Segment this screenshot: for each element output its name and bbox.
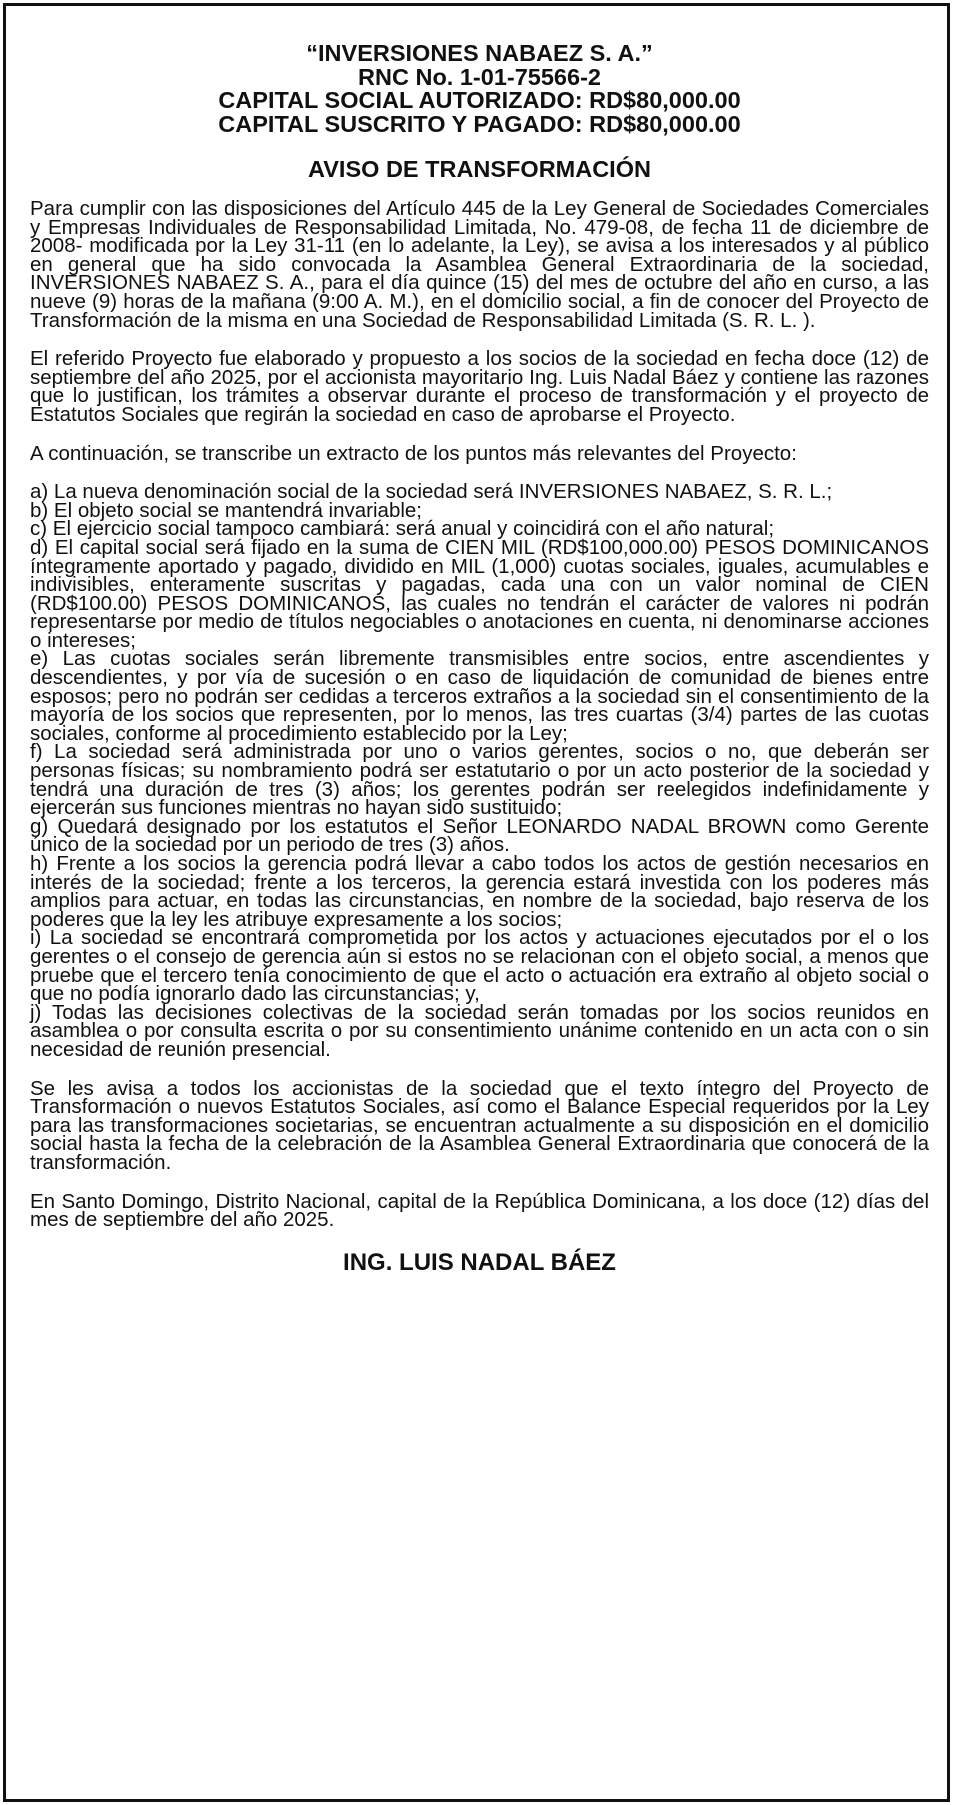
- list-item: c) El ejercicio social tampoco cambiará: será anual y coincidirá con el año natural;: [30, 517, 775, 541]
- paragraph-project: El referido Proyecto fue elaborado y propuesto a los socios de la sociedad en fecha doce (12) de septiembre del año 2025, por el accionista mayoritario Ing. Luis Nadal Báez y contiene las razones que lo justifican, los trámites a observar durante el proceso de transformación y el proyecto de Estatutos Sociales que regirán la sociedad en caso de aprobarse el Proyecto.: [30, 347, 929, 426]
- list-item: i) La sociedad se encontrará comprometida por los actos y actuaciones ejecutados por el o los gerentes o el consejo de gerencia aún si estos no se relacionan con el objeto social, a menos que pruebe que el tercero tenía conocimiento de que el acto o actuación era extraño al objeto social o que no podía ignorarlo dado las circunstancias; y,: [30, 926, 929, 1006]
- paragraph-extract-intro: A continuación, se transcribe un extracto de los puntos más relevantes del Proyecto:: [30, 441, 797, 465]
- extract-list: [30, 480, 929, 1061]
- list-item: e) Las cuotas sociales serán libremente transmisibles entre socios, entre ascendientes y descendientes, y por vía de sucesión o en caso de liquidación de comunidad de bienes entre esposos; pero no podrán ser cedidas a terceros extraños a la sociedad sin el consentimiento de la mayoría de los socios que representen, por lo menos, las tres cuartas (3/4) partes de las cuotas sociales, conforme al procedimiento establecido por la Ley;: [30, 647, 929, 745]
- notice-body: [30, 197, 929, 1232]
- rnc-number: RNC No. 1-01-75566-2: [358, 63, 601, 90]
- company-name: “INVERSIONES NABAEZ S. A.”: [306, 40, 653, 66]
- signature-name: ING. LUIS NADAL BÁEZ: [343, 1248, 616, 1276]
- list-item: f) La sociedad será administrada por uno o varios gerentes, socios o no, que deberán ser personas físicas; su nombramiento podrá ser estatutario o por un acto posterior de la sociedad y tendrá una duración de tres (3) años; los gerentes podrán ser reelegidos indefinidamente y ejercerán sus funciones mientras no hayan sido sustituido;: [30, 740, 929, 820]
- paragraph-place-date: En Santo Domingo, Distrito Nacional, capital de la República Dominicana, a los doce (12) días del mes de septiembre del año 2025.: [30, 1189, 929, 1232]
- list-item: g) Quedará designado por los estatutos el Señor LEONARDO NADAL BROWN como Gerente único de la sociedad por un periodo de tres (3) años.: [30, 814, 929, 857]
- capital-paid: CAPITAL SUSCRITO Y PAGADO: RD$80,000.00: [218, 110, 741, 137]
- list-item: h) Frente a los socios la gerencia podrá llevar a cabo todos los actos de gestión necesarios en interés de la sociedad; frente a los terceros, la gerencia estará investida con los poderes más amplios para actuar, en todas las circunstancias, en nombre de la sociedad, bajo reserva de los poderes que la ley les atribuye expresamente a los socios;: [30, 852, 929, 931]
- list-item: j) Todas las decisiones colectivas de la sociedad serán tomadas por los socios reunidos en asamblea o por consulta escrita o por su consentimiento unánime contenido en un acta con o sin necesidad de reunión presencial.: [30, 1000, 929, 1061]
- notice-frame: [3, 3, 950, 1802]
- list-item: a) La nueva denominación social de la sociedad será INVERSIONES NABAEZ, S. R. L.;: [30, 480, 833, 504]
- paragraph-availability: Se les avisa a todos los accionistas de la sociedad que el texto íntegro del Proyecto de Transformación o nuevos Estatutos Sociales, así como el Balance Especial requeridos por la Ley para las transformaciones societarias, se encuentran actualmente a su disposición en el domicilio social hasta la fecha de la celebración de la Asamblea General Extraordinaria que conocerá de la transformación.: [30, 1076, 929, 1174]
- notice-content: [30, 42, 929, 1276]
- list-item: d) El capital social será fijado en la suma de CIEN MIL (RD$100,000.00) PESOS DOMINICANOS íntegramente aportado y pagado, dividido en MIL (1,000) cuotas sociales, iguales, acumulables e indivisibles, enteramente suscritas y pagadas, cada una con un valor nominal de CIEN (RD$100.00) PESOS DOMINICANOS, las cuales no tendrán el carácter de valores ni podrán representarse por medio de títulos negociables o anotaciones en cuenta, ni denominarse acciones o intereses;: [30, 535, 929, 652]
- paragraph-convocation: Para cumplir con las disposiciones del Artículo 445 de la Ley General de Sociedades Comerciales y Empresas Individuales de Responsabilidad Limitada, No. 479-08, de fecha 11 de diciembre de 2008- modificada por la Ley 31-11 (en lo adelante, la Ley), se avisa a los interesados y al público en general que ha sido convocada la Asamblea General Extraordinaria de la sociedad, INVERSIONES NABAEZ S. A., para el día quince (15) del mes de octubre del año en curso, a las nueve (9) horas de la mañana (9:00 A. M.), en el domicilio social, a fin de conocer del Proyecto de Transformación de la misma en una Sociedad de Responsabilidad Limitada (S. R. L. ).: [30, 197, 929, 332]
- capital-authorized: CAPITAL SOCIAL AUTORIZADO: RD$80,000.00: [218, 87, 741, 113]
- list-item: b) El objeto social se mantendrá invariable;: [30, 498, 422, 522]
- notice-title: AVISO DE TRANSFORMACIÓN: [308, 156, 651, 182]
